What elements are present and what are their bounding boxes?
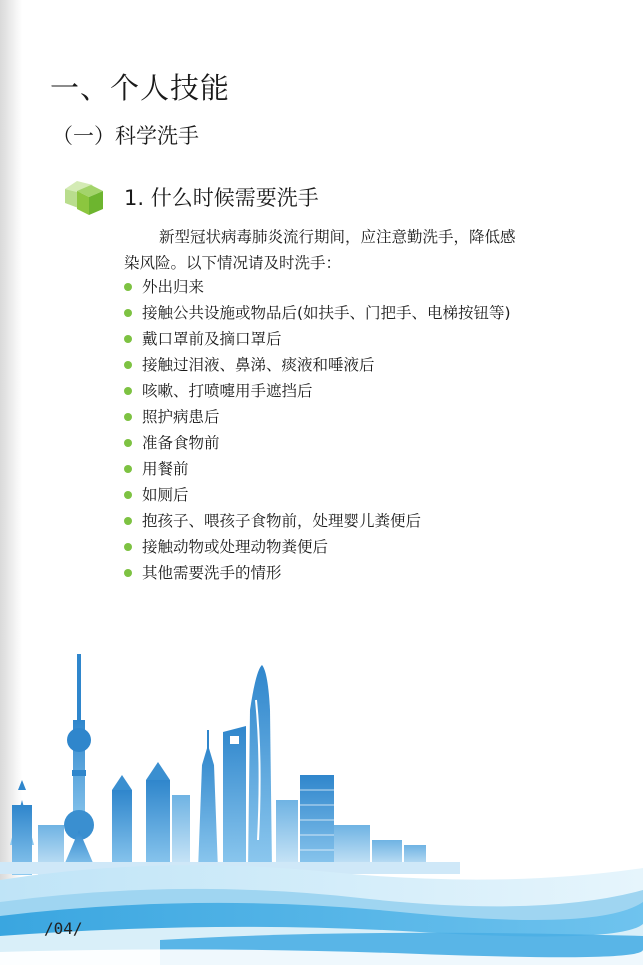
list-item <box>124 430 511 456</box>
section-heading: 一、个人技能 <box>50 71 231 105</box>
city-skyline-illustration <box>0 640 643 965</box>
list-item <box>124 560 511 586</box>
page-number: /04/ <box>44 919 83 938</box>
list-item-text: 外出归来 <box>142 278 205 296</box>
list-item <box>124 300 511 326</box>
list-item <box>124 508 511 534</box>
topic-heading: 1. 什么时候需要洗手 <box>124 186 319 210</box>
list-item <box>124 482 511 508</box>
handwash-situations-list <box>124 274 511 586</box>
bullet-dot <box>124 543 132 551</box>
intro-paragraph <box>124 224 576 276</box>
list-item-text: 接触公共设施或物品后(如扶手、门把手、电梯按钮等) <box>142 304 511 322</box>
list-item <box>124 534 511 560</box>
list-item-text: 用餐前 <box>142 460 189 478</box>
list-item-text: 照护病患后 <box>142 408 220 426</box>
bullet-dot <box>124 361 132 369</box>
bullet-dot <box>124 439 132 447</box>
list-item-text: 准备食物前 <box>142 434 220 452</box>
bullet-dot <box>124 569 132 577</box>
subsection-heading: （一）科学洗手 <box>52 124 199 148</box>
bullet-dot <box>124 335 132 343</box>
list-item-text: 其他需要洗手的情形 <box>142 564 282 582</box>
list-item <box>124 352 511 378</box>
list-item-text: 抱孩子、喂孩子食物前，处理婴儿粪便后 <box>142 512 422 530</box>
bullet-dot <box>124 309 132 317</box>
list-item-text: 接触过泪液、鼻涕、痰液和唾液后 <box>142 356 375 374</box>
list-item-text: 如厕后 <box>142 486 189 504</box>
list-item-text: 戴口罩前及摘口罩后 <box>142 330 282 348</box>
bullet-dot <box>124 283 132 291</box>
bullet-dot <box>124 387 132 395</box>
bullet-dot <box>124 465 132 473</box>
list-item <box>124 274 511 300</box>
list-item <box>124 456 511 482</box>
list-item <box>124 378 511 404</box>
bullet-dot <box>124 517 132 525</box>
list-item-text: 咳嗽、打喷嚏用手遮挡后 <box>142 382 313 400</box>
list-item <box>124 326 511 352</box>
intro-line-1: 新型冠状病毒肺炎流行期间，应注意勤洗手，降低感 <box>159 228 516 246</box>
intro-line-2: 染风险。以下情况请及时洗手： <box>124 254 342 272</box>
bullet-dot <box>124 491 132 499</box>
green-cube-icon <box>63 177 105 217</box>
list-item-text: 接触动物或处理动物粪便后 <box>142 538 329 556</box>
list-item <box>124 404 511 430</box>
bullet-dot <box>124 413 132 421</box>
